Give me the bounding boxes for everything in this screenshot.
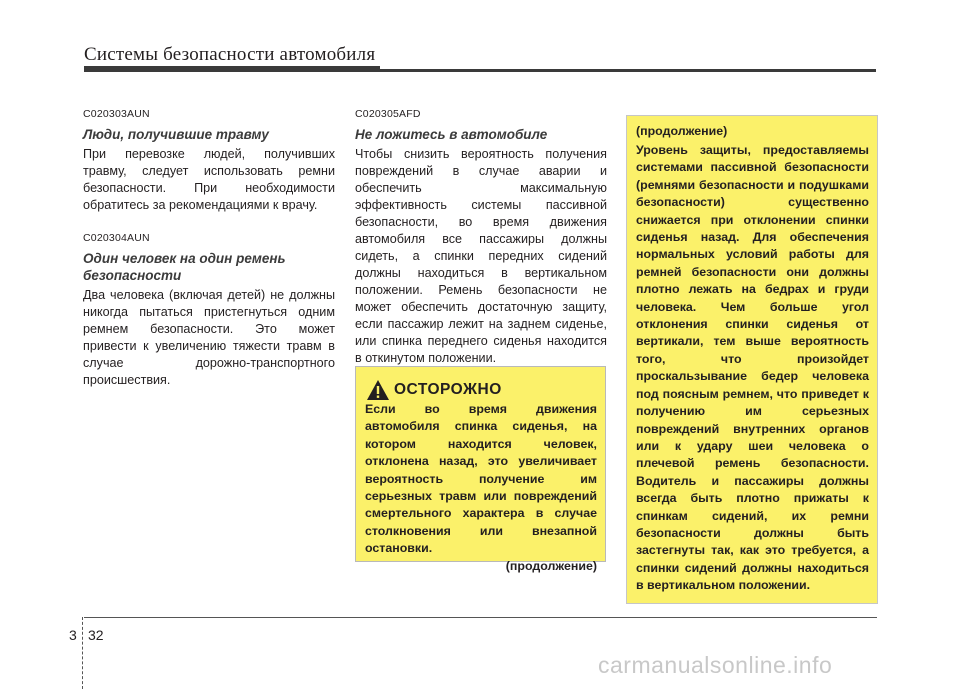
spacer xyxy=(83,214,335,232)
continued-title: (продолжение) xyxy=(636,124,728,138)
section-code: C020303AUN xyxy=(83,108,150,120)
warning-triangle-icon xyxy=(366,379,390,401)
watermark: carmanualsonline.info xyxy=(598,652,833,678)
warning-header xyxy=(366,379,502,401)
section-code: C020305AFD xyxy=(355,108,421,120)
section-text: Чтобы снизить вероятность получения повреждений в случае аварии и обеспечить максимальную эффективность системы пассивной безопасности, во время движения автомобиля все пассажиры должны сидеть, а спинки передних сидений должны находиться в вертикальном положении. Ремень безопасности не может обеспечить достаточную защиту, если пассажир лежит на заднем сиденье, или спинка переднего сиденья находится в откинутом положении. xyxy=(355,147,607,365)
page-header-title: Системы безопасности автомобиля xyxy=(84,44,376,65)
footer-rule xyxy=(84,617,877,618)
warning-title: ОСТОРОЖНО xyxy=(394,381,502,398)
warning-text xyxy=(365,401,597,575)
continued-text: Уровень защиты, предоставляемы системами пассивной безопасности (ремнями безопасности и подушками безопасности) существенно снижается при отклонении спинки сиденья назад. Для обеспечения нормальных условий работы для ремней безопасности они должны плотно лежать на бедрах и груди человека. Чем больше угол отклонения спинки сиденья от вертикали, тем выше вероятность того, что произойдет проскальзывание бедер человека под поясным ремнем, что приведет к получению им серьезных повреждений внутренних органов или к удару шеи человека о плечевой ремень безопасности. Водитель и пассажиры должны всегда быть плотно прижаты к спинкам сидений, их ремни безопасности должны быть застегнуты так, как это требуется, а спинки сидений должны находиться в вертикальном положении. xyxy=(636,143,869,593)
chapter-number: 3 xyxy=(69,627,77,643)
page-separator xyxy=(82,617,83,689)
section-heading: Люди, получившие травму xyxy=(83,127,269,142)
warning-box xyxy=(355,366,606,573)
section-code: C020304AUN xyxy=(83,232,150,244)
section-heading: Не ложитесь в автомобиле xyxy=(355,127,548,142)
header-rule-thick xyxy=(84,66,380,72)
left-column xyxy=(83,108,335,389)
section-text: При перевозке людей, получивших травму, следует использовать ремни безопасности. При необходимости обратитесь за рекомендациями к врачу. xyxy=(83,147,335,212)
section-text: Два человека (включая детей) не должны никогда пытаться пристегнуться одним ремнем безопасности. Это может привести к увеличению тяжести травм в случае дорожно-транспортного происшествия. xyxy=(83,288,335,387)
section-heading: Один человек на один ремень безопасности xyxy=(83,251,286,283)
continued-box xyxy=(626,115,878,604)
warning-body: Если во время движения автомобиля спинка сиденья, на котором находится человек, отклонена назад, это увеличивает вероятность получение им серьезных травм или повреждений смертельного характера в случае столкновения или внезапной остановки. xyxy=(365,402,597,556)
header-rule-thin xyxy=(380,69,876,72)
middle-column xyxy=(355,108,607,367)
warning-continued: (продолжение) xyxy=(505,558,597,573)
page-number: 32 xyxy=(88,627,104,643)
